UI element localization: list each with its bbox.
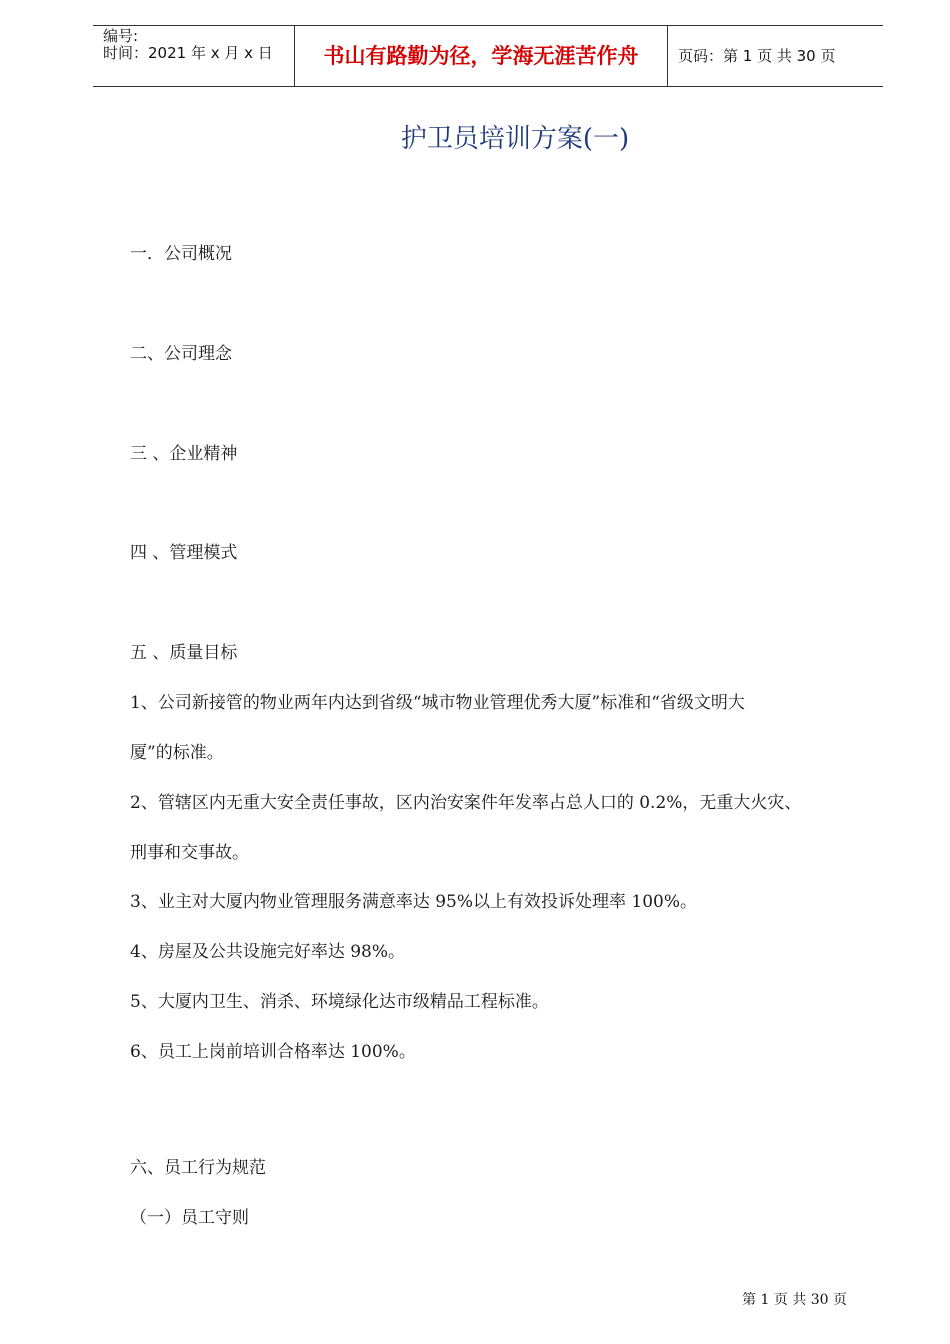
time-label: 时间：2021 年 x 月 x 日 [103, 44, 273, 62]
code-label: 编号: [103, 27, 139, 45]
quality-goal-2-cont: 刑事和交事故。 [130, 843, 249, 863]
section-heading-5: 五 、质量目标 [130, 643, 238, 663]
document-title: 护卫员培训方案(一) [400, 124, 630, 154]
quality-goal-5: 5、大厦内卫生、消杀、环境绿化达市级精品工程标准。 [130, 992, 549, 1012]
document-header [93, 25, 883, 87]
section-heading-2: 二、公司理念 [130, 344, 232, 364]
header-meta [103, 26, 293, 86]
quality-goal-1-cont: 厦”的标准。 [130, 743, 224, 763]
quality-goal-1: 1、公司新接管的物业两年内达到省级“城市物业管理优秀大厦”标准和“省级文明大 [130, 693, 745, 713]
subsection-heading-6-1: （一）员工守则 [130, 1208, 249, 1228]
footer-page-info: 第 1 页 共 30 页 [742, 1292, 847, 1308]
quality-goal-3: 3、业主对大厦内物业管理服务满意率达 95%以上有效投诉处理率 100%。 [130, 892, 698, 912]
quality-goal-4: 4、房屋及公共设施完好率达 98%。 [130, 942, 406, 962]
section-heading-3: 三 、企业精神 [130, 444, 238, 464]
header-page-info: 页码：第 1 页 共 30 页 [678, 47, 836, 65]
quality-goal-6: 6、员工上岗前培训合格率达 100%。 [130, 1042, 416, 1062]
section-heading-6: 六、员工行为规范 [130, 1158, 266, 1178]
section-heading-4: 四 、管理模式 [130, 543, 238, 563]
header-divider [667, 26, 668, 86]
quality-goal-2: 2、管辖区内无重大安全责任事故，区内治安案件年发率占总人口的 0.2%，无重大火灾、 [130, 793, 802, 813]
header-motto: 书山有路勤为径，学海无涯苦作舟 [323, 44, 639, 68]
section-heading-1: 一．公司概况 [130, 244, 232, 264]
